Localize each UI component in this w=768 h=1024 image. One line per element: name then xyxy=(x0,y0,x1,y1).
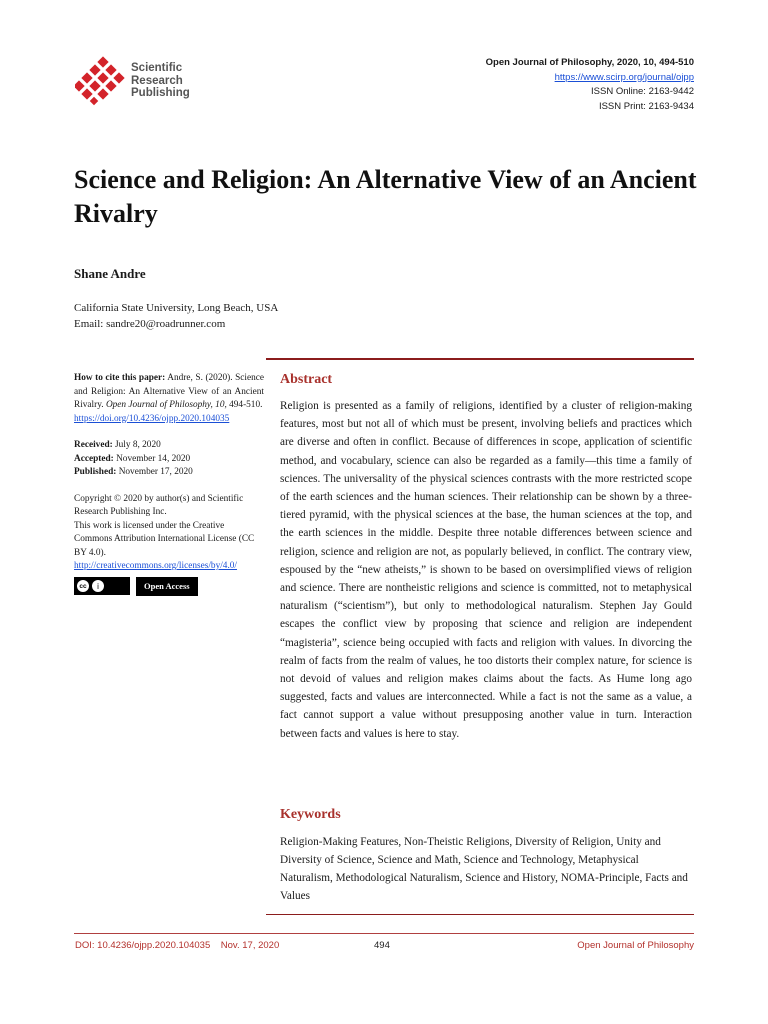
how-to-cite xyxy=(74,372,264,426)
journal-url-link[interactable]: https://www.scirp.org/journal/ojpp xyxy=(554,71,694,83)
article-dates xyxy=(74,439,264,480)
issn-print: ISSN Print: 2163-9434 xyxy=(598,100,694,112)
cite-text: Andre, S. (2020). Science and Religion: An Alternative View of an Ancient Rivalry. xyxy=(74,373,265,410)
page-number: 494 xyxy=(374,940,390,951)
publisher-name-line: Scientific xyxy=(131,62,183,74)
footer-doi: DOI: 10.4236/ojpp.2020.104035 Nov. 17, 2020 xyxy=(75,940,280,951)
copyright-notice xyxy=(74,493,264,574)
cite-doi-link[interactable]: https://doi.org/10.4236/ojpp.2020.104035 xyxy=(74,413,230,424)
license-link[interactable]: http://creativecommons.org/licenses/by/4.0/ xyxy=(74,561,238,571)
publisher-name-line: Research xyxy=(131,74,183,87)
abstract-heading: Abstract xyxy=(280,372,333,387)
abstract-text: Religion is presented as a family of religions, identified by a cluster of religion-making features, most but not all of which must be present, involving beliefs and practices which are diverse and often in conflict. Because of differences in scope, application of scientific method, and vocabulary, science can also be regarded as a family—this time a family of sciences. The universality of the physical sciences contrasts with the more restricted scope of the earth sciences and the human sciences. Their relationship can be shown by a three-tiered pyramid, with the physical sciences at the base, the human sciences at the top, and the earth sciences in the middle. Despite three notable differences between science and religion, science and religion are not, as popularly believed, in conflict. The contrary view, espoused by the “new atheists,” is shown to be based on oversimplified views of religion and science. There are nontheistic religions and science is committed, not to metaphysical naturalism (“scientism”), but only to methodological naturalism. Stephen Jay Gould escapes the conflict view by proposing that science and religion are independent “magisteria”, science being occupied with facts and religion with values. In divorcing the realm of facts from the realm of values, he too distorts their complex nature, for science is not devoid of values and religion makes claims about the facts. As Hume long ago suggested, facts and values are interconnected. While a fact is not the same as a value, a fact cannot support a value without presupposing another value in turn. Interaction between facts and values is here to stay. xyxy=(280,400,692,740)
keywords-text: Religion-Making Features, Non-Theistic Religions, Diversity of Religion, Unity and Diversity of Science, Science and Math, Science and Technology, Metaphysical Naturalism, Methodological Naturalism, Science and History, NOMA-Principle, Facts and Values xyxy=(280,836,688,902)
publisher-name xyxy=(131,62,190,100)
received-date: July 8, 2020 xyxy=(112,440,161,450)
cc-icon: cc xyxy=(77,580,89,592)
copyright-text: Copyright © 2020 by author(s) and Scientific Research Publishing Inc. xyxy=(74,493,244,517)
license-text: This work is licensed under the Creative Commons Attribution International License (CC BY 4.0). xyxy=(74,520,255,558)
footer-journal-name: Open Journal of Philosophy xyxy=(577,940,694,951)
accepted-label: Accepted: xyxy=(74,453,114,464)
author-email: Email: sandre20@roadrunner.com xyxy=(74,318,226,330)
publisher-name-line: Publishing xyxy=(131,87,190,99)
cite-pages: 494-510. xyxy=(226,400,263,410)
license-badges xyxy=(74,577,264,597)
cite-journal: Open Journal of Philosophy, 10, xyxy=(105,400,227,410)
published-label: Published: xyxy=(74,467,117,477)
section-divider xyxy=(266,914,694,915)
author-name: Shane Andre xyxy=(74,266,146,281)
open-access-badge: Open Access xyxy=(136,577,198,597)
section-divider xyxy=(266,358,694,360)
issn-online: ISSN Online: 2163-9442 xyxy=(591,86,694,97)
footer-divider xyxy=(74,933,694,934)
published-date: November 17, 2020 xyxy=(116,467,193,477)
affiliation: California State University, Long Beach, USA xyxy=(74,302,279,314)
by-icon: i xyxy=(92,580,104,592)
publisher-logo-mark xyxy=(75,56,131,106)
author-affiliation-block xyxy=(74,300,278,332)
cc-by-badge[interactable] xyxy=(74,577,130,595)
keywords-heading: Keywords xyxy=(280,807,341,822)
received-label: Received: xyxy=(74,440,113,450)
cite-label: How to cite this paper: xyxy=(74,373,166,383)
journal-info xyxy=(486,56,694,114)
article-title: Science and Religion: An Alternative View of an Ancient Rivalry xyxy=(74,165,697,228)
accepted-date: November 14, 2020 xyxy=(113,453,191,464)
article-sidebar xyxy=(74,372,264,596)
journal-citation: Open Journal of Philosophy, 2020, 10, 494-510 xyxy=(485,57,694,68)
publisher-logo xyxy=(75,56,205,106)
